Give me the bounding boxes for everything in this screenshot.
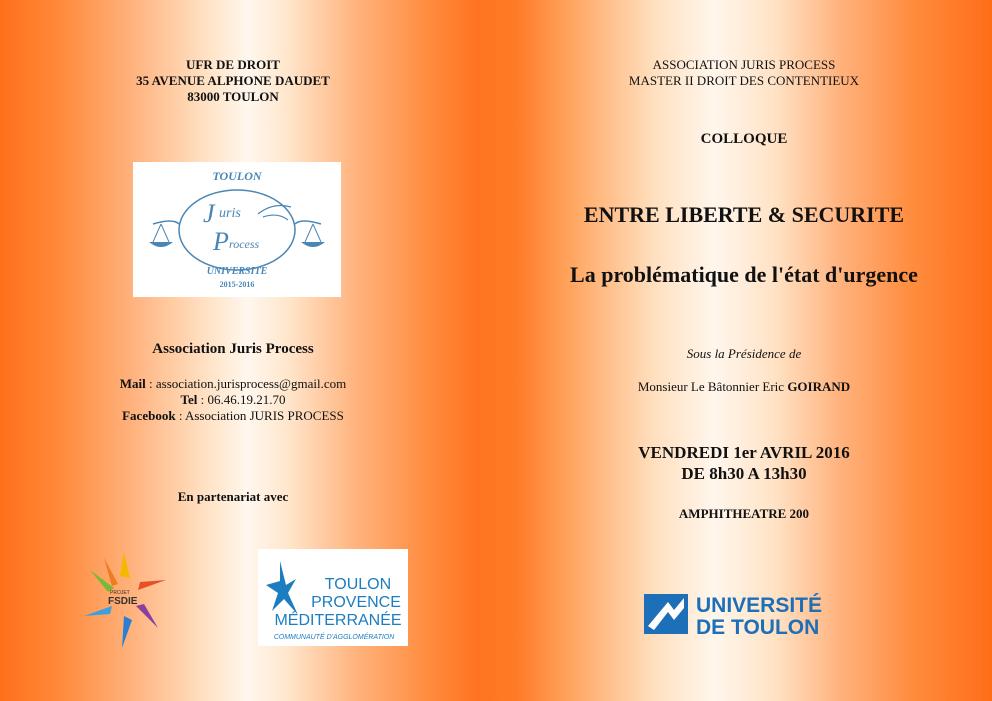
left-panel (0, 0, 466, 701)
logo-top-text: TOULON (212, 169, 262, 183)
main-title: ENTRE LIBERTE & SECURITE (583, 202, 905, 227)
colloque-label: COLLOQUE (700, 131, 788, 147)
logo-uris: uris (219, 206, 241, 221)
tel-value: : 06.46.19.21.70 (197, 392, 286, 407)
fsdie-logo (80, 550, 172, 650)
tpm-line1: TOULON (324, 576, 392, 593)
association-line: ASSOCIATION JURIS PROCESS (652, 57, 836, 72)
logo-rocess: rocess (229, 237, 260, 251)
juris-process-logo (133, 162, 341, 297)
scales-logo-icon (133, 162, 341, 297)
address-line: 83000 TOULON (187, 89, 279, 104)
amphitheatre-label: AMPHITHEATRE 200 (678, 506, 810, 521)
fsdie-small: PROJET (110, 590, 130, 596)
tpm-logo (258, 549, 408, 646)
association-line: MASTER II DROIT DES CONTENTIEUX (628, 73, 860, 88)
date-line: VENDREDI 1er AVRIL 2016 (638, 443, 850, 462)
time-line: DE 8h30 A 13h30 (681, 464, 807, 483)
association-title: Association Juris Process (152, 341, 314, 357)
address-line: UFR DE DROIT (186, 57, 280, 72)
univ-line1: UNIVERSITÉ (696, 594, 823, 617)
univ-line2: DE TOULON (696, 616, 820, 639)
date-block (496, 442, 992, 484)
president-name (496, 379, 992, 395)
facebook-label: Facebook (122, 408, 176, 423)
logo-years: 2015-2016 (219, 280, 255, 289)
logo-p: P (213, 227, 229, 256)
presidence-label: Sous la Présidence de (686, 346, 802, 361)
tpm-line2: PROVENCE (311, 594, 401, 611)
right-panel (496, 0, 992, 701)
association-header (496, 57, 992, 89)
tpm-line3: MÉDITERRANÉE (274, 612, 402, 629)
facebook-value: : Association JURIS PROCESS (175, 408, 344, 423)
universite-emblem-icon (644, 588, 854, 640)
mail-value[interactable]: : association.jurisprocess@gmail.com (145, 376, 347, 391)
universite-toulon-logo (644, 588, 854, 640)
partner-text: En partenariat avec (177, 489, 289, 504)
subtitle: La problématique de l'état d'urgence (570, 262, 918, 287)
logo-bottom-text: UNIVERSITE (206, 266, 268, 277)
address-line: 35 AVENUE ALPHONE DAUDET (136, 73, 330, 88)
address-block (0, 57, 466, 105)
tpm-line4: COMMUNAUTÉ D'AGGLOMÉRATION (273, 634, 395, 641)
president-surname: GOIRAND (787, 379, 851, 394)
fsdie-star-icon (80, 550, 172, 650)
tel-label: Tel (180, 392, 198, 407)
fsdie-name: FSDIE (108, 596, 138, 607)
president-prefix: Monsieur Le Bâtonnier Eric (637, 379, 788, 394)
mail-line (0, 376, 466, 392)
tpm-star-icon (258, 549, 408, 646)
mail-label: Mail (119, 376, 146, 391)
facebook-line (0, 408, 466, 424)
tel-line (0, 392, 466, 408)
contact-block (0, 376, 466, 424)
logo-j: J (203, 199, 215, 228)
